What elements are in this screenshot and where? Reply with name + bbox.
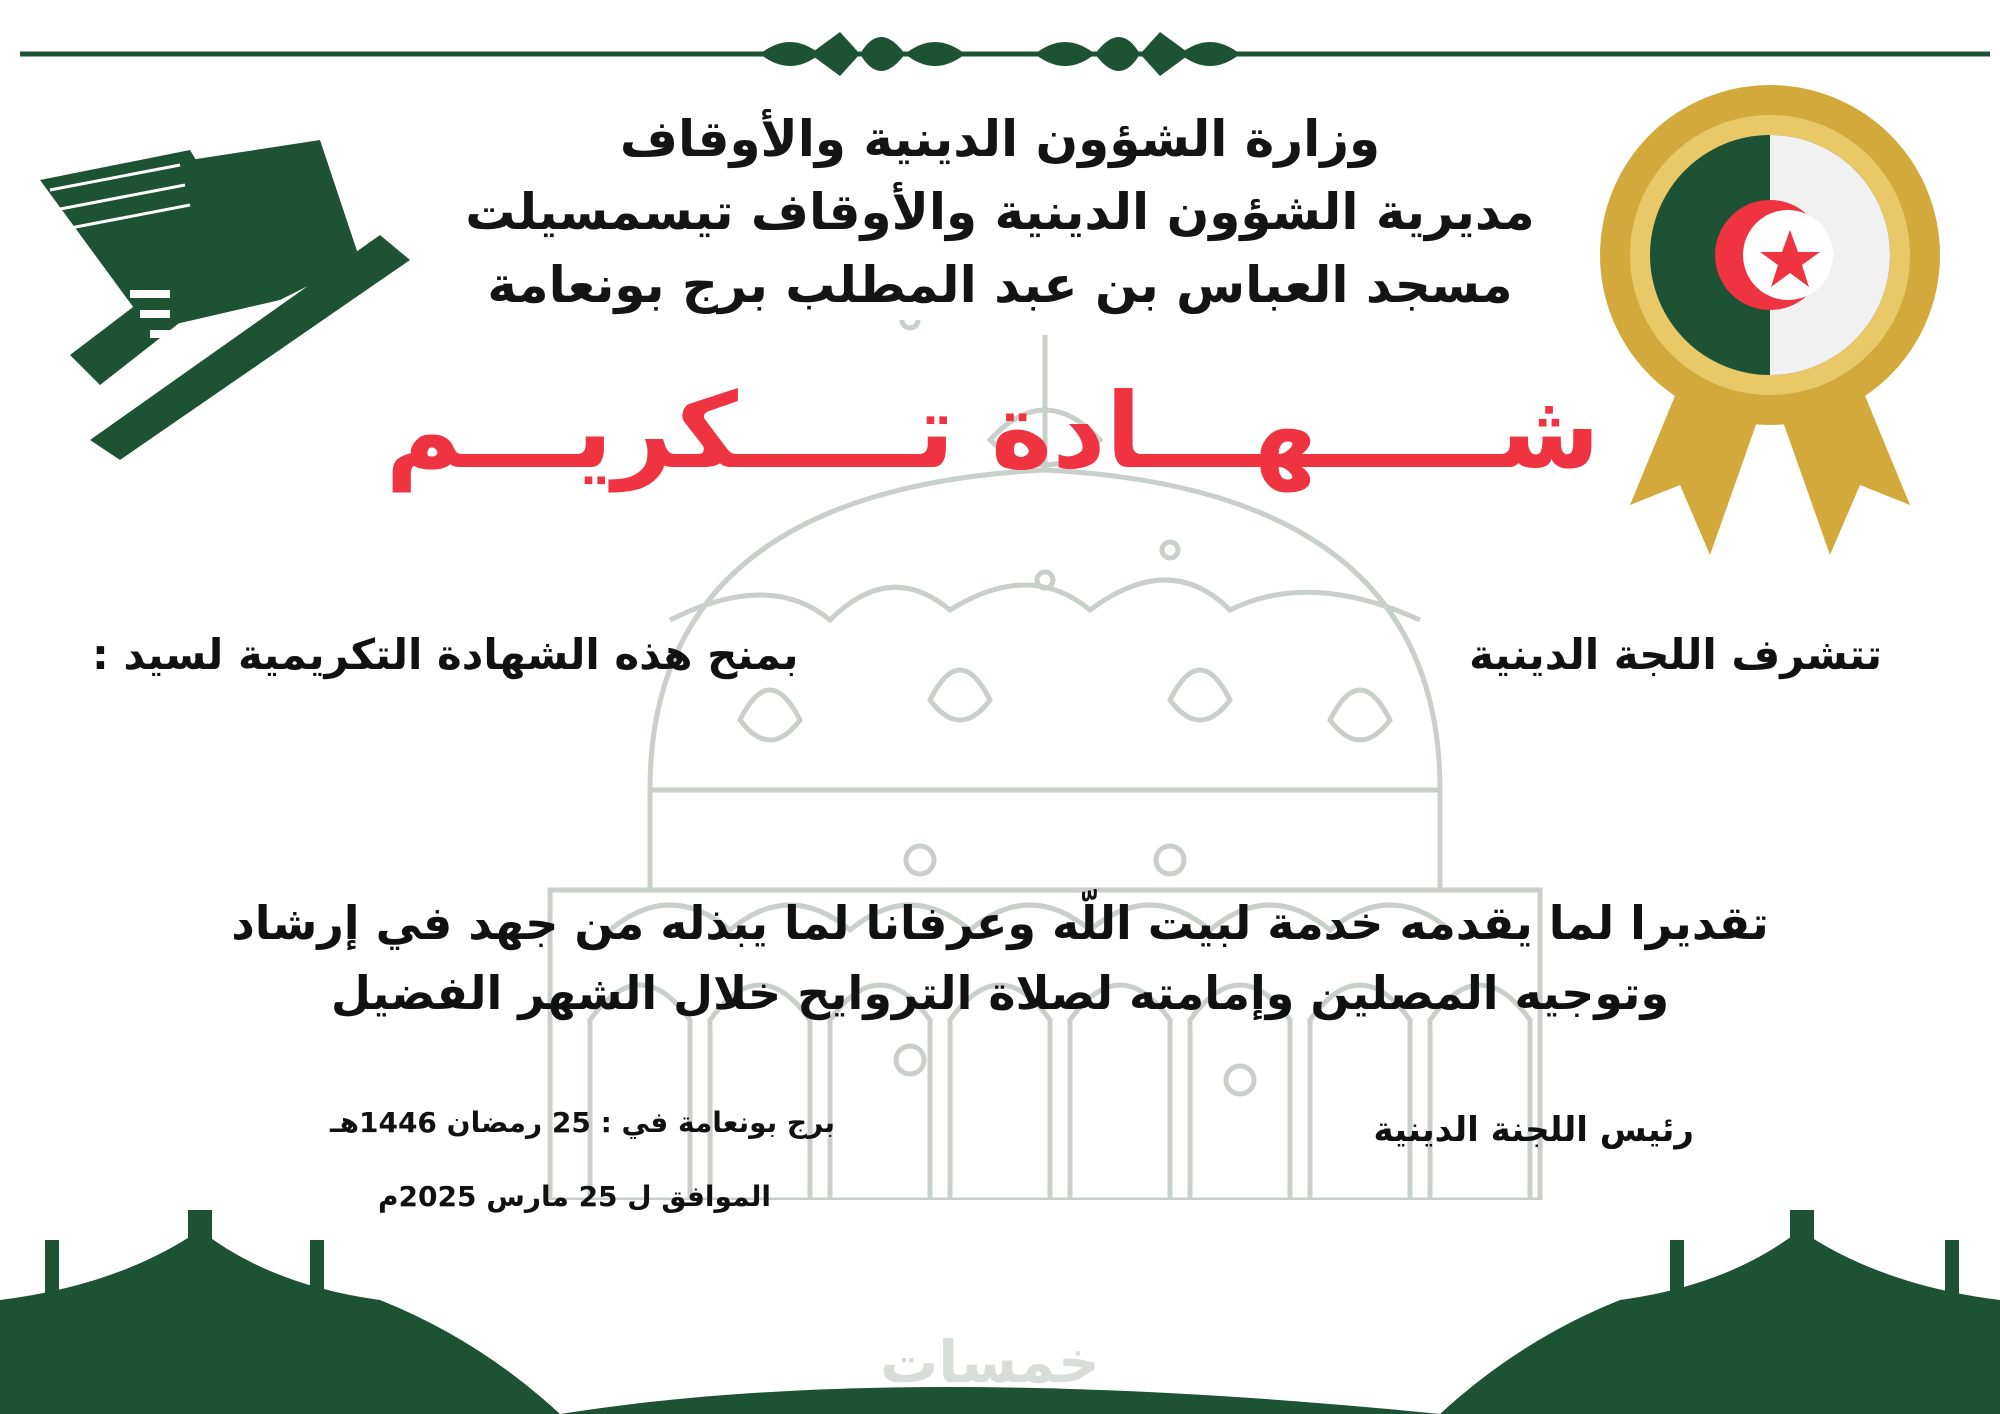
grant-text-part1: تتشرف اللجة الدينية xyxy=(1469,630,1882,679)
appreciation-line-1: تقديرا لما يقدمه خدمة لبيت اللّه وعرفانا لما يبذله من جهد في إرشاد xyxy=(231,896,1769,950)
appreciation-line-2: وتوجيه المصلين وإمامته لصلاة التروايح خلال الشهر الفضيل xyxy=(330,966,1670,1020)
date-gregorian: الموافق ل 25 مارس 2025م xyxy=(378,1180,771,1213)
mosque-name: مسجد العباس بن عبد المطلب برج بونعامة xyxy=(487,256,1513,314)
certificate-title: شـــــهـــادة تـــــكريـــم xyxy=(385,370,1600,492)
grant-text-part2: بمنح هذه الشهادة التكريمية لسيد : xyxy=(92,630,799,679)
watermark: خمسات xyxy=(880,1328,1100,1396)
date-hijri: برج بونعامة في : 25 رمضان 1446هـ xyxy=(330,1106,836,1139)
ministry-name: وزارة الشؤون الدينية والأوقاف xyxy=(619,110,1381,168)
committee-chair-label: رئيس اللجنة الدينية xyxy=(1373,1110,1694,1150)
directorate-name: مديرية الشؤون الدينية والأوقاف تيسمسيلت xyxy=(465,183,1535,241)
